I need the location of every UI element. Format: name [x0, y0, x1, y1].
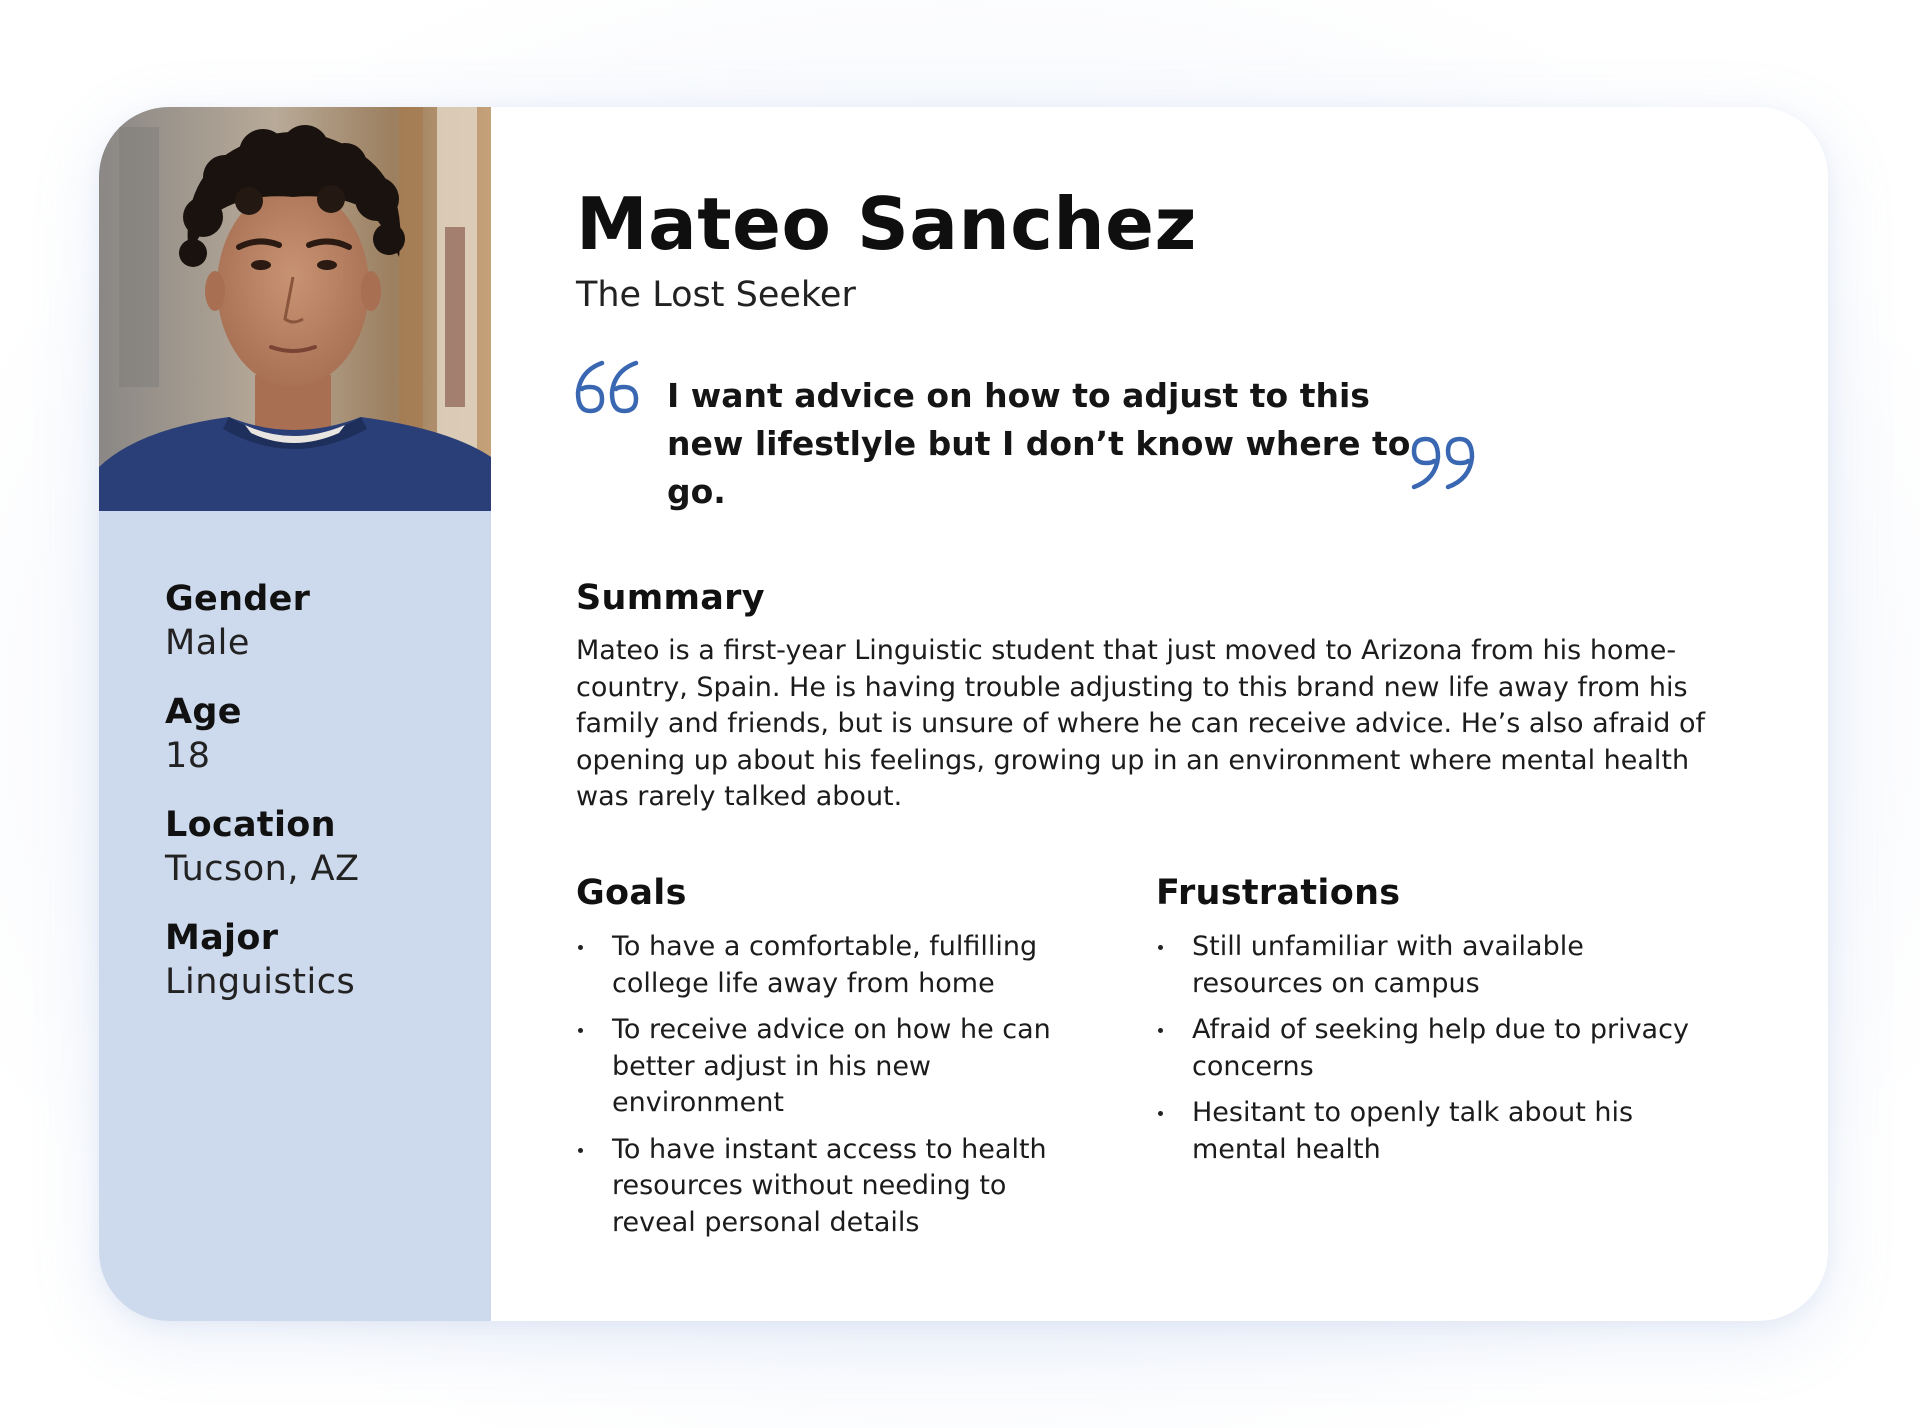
summary-heading: Summary: [576, 578, 765, 618]
persona-main: [576, 107, 1776, 1321]
bullet-icon: [1158, 945, 1163, 950]
bullet-icon: [578, 1148, 583, 1153]
fact-value: 18: [165, 736, 211, 776]
close-quote-icon: [1408, 431, 1478, 493]
summary-text: Mateo is a first-year Linguistic student that just moved to Arizona from his home-country, Spain. He is having trouble adjusting to this brand new life away from his family and friends, but is unsure of where he can receive advice. He’s also afraid of opening up about his feelings, growing up in an environment where mental health was rarely talked about.: [576, 635, 1706, 812]
fact-label: Gender: [165, 579, 311, 619]
persona-facts: [165, 577, 475, 1029]
persona-quote: I want advice on how to adjust to this new lifestlyle but I don’t know where to go.: [667, 376, 1411, 511]
goal-text: To have a comfortable, fulfilling college life away from home: [612, 931, 1038, 999]
fact-value: Tucson, AZ: [165, 849, 360, 889]
frustration-text: Still unfamiliar with available resources on campus: [1192, 931, 1584, 999]
fact-value: Linguistics: [165, 962, 356, 1002]
list-item: [576, 929, 1096, 1002]
persona-card: [99, 107, 1828, 1321]
goal-text: To have instant access to health resources without needing to reveal personal details: [612, 1133, 1047, 1238]
goals-list: [576, 929, 1096, 1251]
fact-major: [165, 916, 475, 1029]
frustration-text: Afraid of seeking help due to privacy concerns: [1192, 1014, 1689, 1082]
open-quote-icon: [572, 357, 642, 419]
fact-label: Age: [165, 692, 242, 732]
list-item: [1156, 929, 1696, 1002]
frustrations-list: [1156, 929, 1696, 1178]
bullet-icon: [578, 945, 583, 950]
fact-location: [165, 803, 475, 916]
list-item: [1156, 1095, 1696, 1168]
bullet-icon: [1158, 1028, 1163, 1033]
frustration-text: Hesitant to openly talk about his mental health: [1192, 1097, 1634, 1165]
goals-heading: Goals: [576, 873, 687, 913]
persona-name: Mateo Sanchez: [576, 182, 1197, 266]
fact-gender: [165, 577, 475, 690]
list-item: [576, 1012, 1096, 1122]
list-item: [576, 1132, 1096, 1242]
persona-sidebar: [99, 107, 491, 1321]
persona-photo: [99, 107, 491, 511]
goal-text: To receive advice on how he can better adjust in his new environment: [612, 1014, 1051, 1118]
fact-label: Location: [165, 805, 336, 845]
fact-age: [165, 690, 475, 803]
frustrations-heading: Frustrations: [1156, 873, 1401, 913]
fact-value: Male: [165, 623, 250, 663]
fact-label: Major: [165, 918, 279, 958]
bullet-icon: [1158, 1111, 1163, 1116]
persona-tagline: The Lost Seeker: [576, 275, 856, 315]
bullet-icon: [578, 1028, 583, 1033]
list-item: [1156, 1012, 1696, 1085]
